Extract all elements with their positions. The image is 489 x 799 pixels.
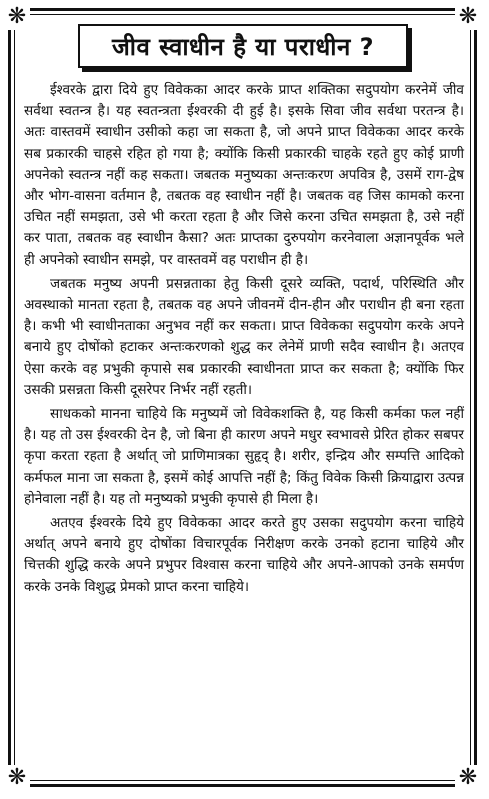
paragraph: अतएव ईश्वरके दिये हुए विवेकका आदर करते हुए उसका सदुपयोग करना चाहिये अर्थात् अपने बनाये हुए दोषोंका विचारपूर्वक निरीक्षण करके उनको हटाना चाहिये और चित्तकी शुद्धि करके अपने प्रभुपर विश्वास करना चाहिये और अपने-आपको उनके समर्पण करके उनके विशुद्ध प्रेमको प्राप्त करना चाहिये। bbox=[24, 515, 464, 595]
page-title: जीव स्वाधीन है या पराधीन ? bbox=[111, 32, 375, 61]
article-body bbox=[24, 80, 464, 598]
paragraph: जबतक मनुष्य अपनी प्रसन्नताका हेतु किसी दूसरे व्यक्ति, पदार्थ, परिस्थिति और अवस्थाको मानता रहता है, तबतक वह अपने जीवनमें दीन-हीन और पराधीन ही बना रहता है। कभी भी स्वाधीनताका अनुभव नहीं कर सकता। प्राप्त विवेकका सदुपयोग करके अपने बनाये हुए दोषोंको हटाकर अन्तःकरणको शुद्ध कर लेनेमें प्राणी सदैव स्वाधीन है। अतएव ऐसा करके वह प्रभुकी कृपासे सब प्रकारकी स्वाधीनता प्राप्त कर सकता है; क्योंकि फिर उसकी प्रसन्नता किसी दूसरेपर निर्भर नहीं रहती। bbox=[24, 275, 464, 398]
corner-ornament-icon: ❋ bbox=[455, 765, 481, 791]
corner-ornament-icon: ❋ bbox=[4, 765, 30, 791]
paragraph: साधकको मानना चाहिये कि मनुष्यमें जो विवेकशक्ति है, यह किसी कर्मका फल नहीं है। यह तो उस ईश्वरकी देन है, जो बिना ही कारण अपने मधुर स्वभावसे प्रेरित होकर सबपर कृपा करता रहता है अर्थात् जो प्राणिमात्रका सुहृद् है। शरीर, इन्द्रिय और सम्पत्ति आदिको कर्मफल माना जा सकता है, इसमें कोई आपत्ति नहीं है; किंतु विवेक किसी क्रियाद्वारा उत्पन्न होनेवाला नहीं है। यह तो मनुष्यको प्रभुकी कृपासे ही मिला है। bbox=[24, 406, 464, 507]
title-box bbox=[78, 24, 408, 68]
paragraph: ईश्वरके द्वारा दिये हुए विवेकका आदर करके प्राप्त शक्तिका सदुपयोग करनेमें जीव सर्वथा स्वतन्त्र है। यह स्वतन्त्रता ईश्वरकी दी हुई है। इसके सिवा जीव सर्वथा परतन्त्र है। अतः वास्तवमें स्वाधीन उसीको कहा जा सकता है, जो अपने प्राप्त विवेकका आदर करके सब प्रकारकी चाहसे रहित हो गया है; क्योंकि किसी प्रकारकी चाहके रहते हुए कोई प्राणी अपनेको स्वतन्त्र नहीं कह सकता। जबतक मनुष्यका अन्तःकरण अपवित्र है, उसमें राग-द्वेष और भोग-वासना वर्तमान है, तबतक वह स्वाधीन नहीं है। जबतक वह जिस कामको करना उचित नहीं समझता, उसे भी करता रहता है और जिसे करना उचित समझता है, उसे नहीं कर पाता, तबतक वह स्वाधीन कैसा? अतः प्राप्तका दुरुपयोग करनेवाला अज्ञानपूर्वक भले ही अपनेको स्वाधीन समझे, पर वास्तवमें वह पराधीन ही है। bbox=[24, 82, 464, 268]
corner-ornament-icon: ❋ bbox=[455, 4, 481, 30]
corner-ornament-icon: ❋ bbox=[4, 4, 30, 30]
